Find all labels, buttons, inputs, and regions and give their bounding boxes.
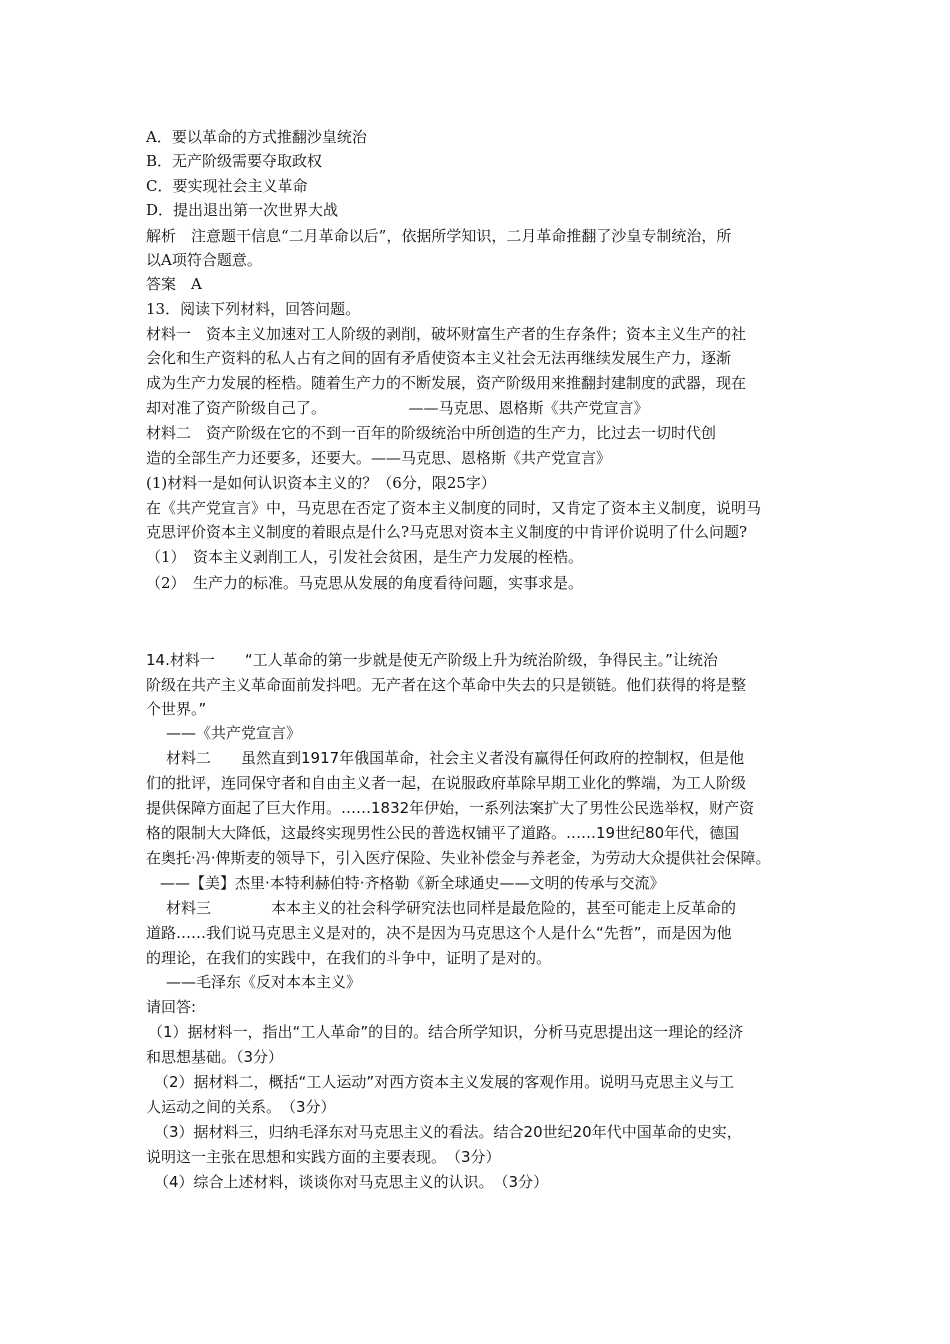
answer-line: 答案 A (146, 275, 202, 293)
q13-material1-line-4: 却对准了资产阶级自己了。 ——马克思、恩格斯《共产党宣言》 (146, 399, 649, 417)
q13-title: 13．阅读下列材料，回答问题。 (146, 300, 361, 318)
q13-material1-line-3: 成为生产力发展的桎梏。随着生产力的不断发展，资产阶级用来推翻封建制度的武器，现在 (146, 374, 747, 392)
option-b: B．无产阶级需要夺取政权 (146, 152, 323, 170)
q14-material1-line-3: 个世界。” (146, 700, 207, 718)
q14-material2-line-5: 在奥托·冯·俾斯麦的领导下，引入医疗保险、失业补偿金与养老金，为劳动大众提供社会保障。 (146, 849, 771, 867)
q14-sub4: （4）综合上述材料，谈谈你对马克思主义的认识。 （3分） (154, 1173, 549, 1191)
q14-ask: 请回答: (146, 998, 197, 1016)
q14-material3-line-2: 道路……我们说马克思主义是对的，决不是因为马克思这个人是什么“先哲”，而是因为他 (146, 924, 732, 942)
q14-sub1-line-2: 和思想基础。（3分） (146, 1048, 284, 1066)
q14-material2-line-3: 提供保障方面起了巨大作用。……1832年伊始，一系列法案扩大了男性公民选举权，财产资 (146, 799, 755, 817)
option-c: C．要实现社会主义革命 (146, 177, 308, 195)
q14-sub3-line-2: 说明这一主张在思想和实践方面的主要表现。 （3分） (146, 1148, 501, 1166)
q13-material2-line-1: 材料二 资产阶级在它的不到一百年的阶级统治中所创造的生产力，比过去一切时代创 (146, 424, 717, 442)
q14-material3-line-1: 材料三 本本主义的社会科学研究法也同样是最危险的，甚至可能走上反革命的 (166, 899, 737, 917)
q14-material2-source: ——【美】杰里·本特利赫伯特·齐格勒《新全球通史——文明的传承与交流》 (160, 874, 665, 892)
option-a: A．要以革命的方式推翻沙皇统治 (146, 128, 367, 146)
analysis-line-2: 以A项符合题意。 (146, 251, 262, 269)
q14-sub2-line-2: 人运动之间的关系。 （3分） (146, 1098, 336, 1116)
q14-material2-line-4: 格的限制大大降低，这最终实现男性公民的普选权铺平了道路。……19世纪80年代，德国 (146, 824, 740, 842)
q13-question-2-line-2: 克思评价资本主义制度的着眼点是什么?马克思对资本主义制度的中肯评价说明了什么问题? (146, 523, 748, 541)
q14-material2-line-1: 材料二 虽然直到1917年俄国革命，社会主义者没有赢得任何政府的控制权，但是他 (166, 749, 745, 767)
analysis-line-1: 解析 注意题干信息“二月革命以后”，依据所学知识，二月革命推翻了沙皇专制统治，所 (146, 227, 732, 245)
q13-material1-line-2: 会化和生产资料的私人占有之间的固有矛盾使资本主义社会无法再继续发展生产力，逐渐 (146, 349, 732, 367)
q14-material3-source: ——毛泽东《反对本本主义》 (166, 973, 362, 991)
q13-question-1: (1)材料一是如何认识资本主义的？（6分，限25字） (146, 474, 496, 492)
q14-material2-line-2: 们的批评，连同保守者和自由主义者一起，在说服政府革除早期工业化的弊端，为工人阶级 (146, 774, 747, 792)
q13-question-2-line-1: 在《共产党宣言》中，马克思在否定了资本主义制度的同时，又肯定了资本主义制度，说明马 (146, 499, 762, 517)
q14-material1-source: ——《共产党宣言》 (166, 724, 302, 742)
q14-sub2-line-1: （2）据材料二，概括“工人运动”对西方资本主义发展的客观作用。说明马克思主义与工 (154, 1073, 735, 1091)
q14-material3-line-3: 的理论，在我们的实践中，在我们的斗争中，证明了是对的。 (146, 949, 552, 967)
q14-sub3-line-1: （3）据材料三，归纳毛泽东对马克思主义的看法。结合20世纪20年代中国革命的史实， (154, 1123, 742, 1141)
q14-material1-line-1: 14.材料一 “工人革命的第一步就是使无产阶级上升为统治阶级，争得民主。”让统治 (146, 651, 718, 669)
q14-sub1-line-1: （1）据材料一，指出“工人革命”的目的。结合所学知识，分析马克思提出这一理论的经济 (148, 1023, 744, 1041)
option-d: D．提出退出第一次世界大战 (146, 201, 339, 219)
q13-material1-line-1: 材料一 资本主义加速对工人阶级的剥削，破坏财富生产者的生存条件；资本主义生产的社 (146, 325, 747, 343)
q13-answer-2: （2） 生产力的标准。马克思从发展的角度看待问题，实事求是。 (146, 574, 584, 592)
q14-material1-line-2: 阶级在共产主义革命面前发抖吧。无产者在这个革命中失去的只是锁链。他们获得的将是整 (146, 676, 747, 694)
q13-material2-line-2: 造的全部生产力还要多，还要大。——马克思、恩格斯《共产党宣言》 (146, 449, 612, 467)
q13-answer-1: （1） 资本主义剥削工人，引发社会贫困，是生产力发展的桎梏。 (146, 548, 584, 566)
